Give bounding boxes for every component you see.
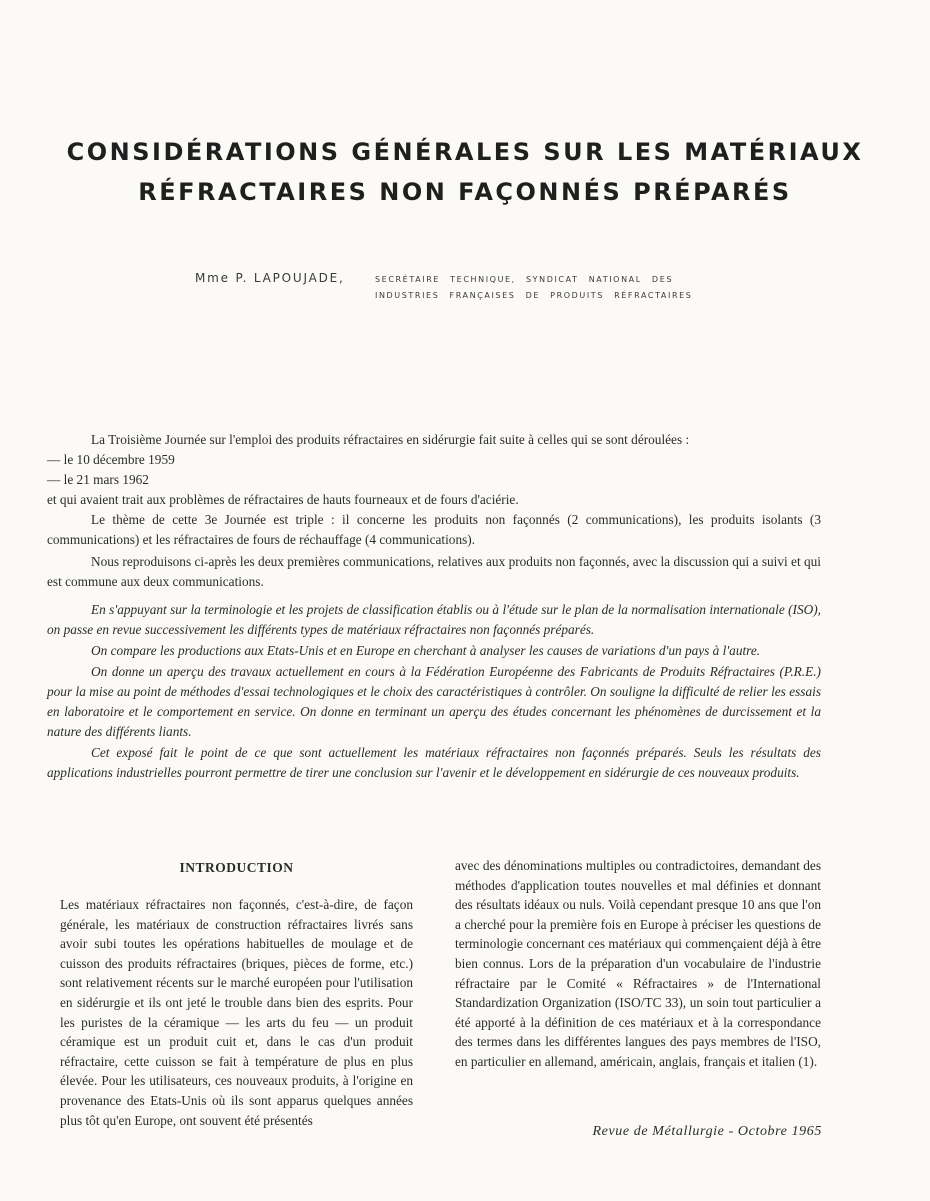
author-affiliation: SECRÉTAIRE TECHNIQUE, SYNDICAT NATIONAL DES INDUSTRIES FRANÇAISES DE PRODUITS RÉFRACTAIRES [375,275,693,300]
author-name: Mme P. LAPOUJADE, [195,271,345,285]
title-line-2: RÉFRACTAIRES NON FAÇONNÉS PRÉPARÉS [138,178,792,206]
right-column [455,856,821,1072]
intro-paragraph-4: Nous reproduisons ci-après les deux premières communications, relatives aux produits non façonnés, avec la discussion qui a suivi et qui est commune aux deux communications. [47,554,821,589]
intro-date-2: — le 21 mars 1962 [47,472,149,487]
abstract-paragraph-2: On compare les productions aux Etats-Unis et en Europe en cherchant à analyser les causes de variations d'un pays à l'autre. [91,643,761,658]
introduction-text-left: Les matériaux réfractaires non façonnés, c'est-à-dire, de façon générale, les matériaux de construction réfractaires livrés sans avoir subi toutes les opérations habituelles de moulage et de cuisson des produits réfractaires (briques, pièces de forme, etc.) sont relativement récents sur le marché européen pour l'utilisation en sidérurgie et ils ont jeté le trouble dans bien des esprits. Pour les puristes de la céramique — les arts du feu — un produit céramique est un produit cuit et, dans le cas d'un produit réfractaire, cette cuisson se fait à température de plus en plus élevée. Pour les utilisateurs, ces nouveaux produits, à l'origine en provenance des Etats-Unis où ils sont apparus quelques années plus tôt qu'en Europe, ont souvent été présentés [60,897,413,1128]
intro-paragraph-3: Le thème de cette 3e Journée est triple : il concerne les produits non façonnés (2 communications), les produits isolants (3 communications) et les réfractaires de fours de réchauffage (4 communications). [47,512,821,547]
abstract-paragraph-3: On donne un aperçu des travaux actuellement en cours à la Fédération Européenne des Fabricants de Produits Réfractaires (P.R.E.) pour la mise au point de méthodes d'essai technologiques et le choix des caractéristiques à contrôler. On souligne la difficulté de relier les essais en laboratoire et le comportement en service. On donne en terminant un aperçu des études concernant les phénomènes de durcissement et la nature des différents liants. [47,664,821,739]
intro-date-1: — le 10 décembre 1959 [47,452,175,467]
introductory-note [47,430,821,592]
introduction-text-right: avec des dénominations multiples ou contradictoires, demandant des méthodes d'application toutes nouvelles et mal définies et donnant des résultats idéaux ou nuls. Voilà cependant presque 10 ans que l'on a cherché pour la première fois en Europe à préciser les questions de terminologie concernant ces matériaux qui commençaient déjà à être bien connus. Lors de la préparation d'un vocabulaire de l'industrie réfractaire par le Comité « Réfractaires » de l'International Standardization Organization (ISO/TC 33), un soin tout particulier a été apporté à la définition de ces matériaux et à la correspondance des termes dans les différentes langues des pays membres de l'ISO, en particulier en allemand, américain, anglais, français et italien (1). [455,858,821,1069]
section-heading: INTRODUCTION [179,860,294,875]
intro-paragraph-1: La Troisième Journée sur l'emploi des produits réfractaires en sidérurgie fait suite à celles qui se sont déroulées : [91,432,690,447]
journal-footer: Revue de Métallurgie - Octobre 1965 [592,1124,822,1139]
title-line-1: CONSIDÉRATIONS GÉNÉRALES SUR LES MATÉRIAUX [66,138,864,166]
article-title [0,132,930,212]
abstract [47,600,821,784]
intro-paragraph-2: et qui avaient trait aux problèmes de réfractaires de hauts fourneaux et de fours d'aciérie. [47,492,519,507]
left-column [60,856,413,1130]
abstract-paragraph-1: En s'appuyant sur la terminologie et les projets de classification établis ou à l'étude sur le plan de la normalisation internationale (ISO), on passe en revue successivement les différents types de matériaux réfractaires non façonnés préparés. [47,602,821,637]
abstract-paragraph-4: Cet exposé fait le point de ce que sont actuellement les matériaux réfractaires non façonnés préparés. Seuls les résultats des applications industrielles pourront permettre de tirer une conclusion sur l'avenir et le développement en sidérurgie de ces nouveaux produits. [47,745,821,780]
